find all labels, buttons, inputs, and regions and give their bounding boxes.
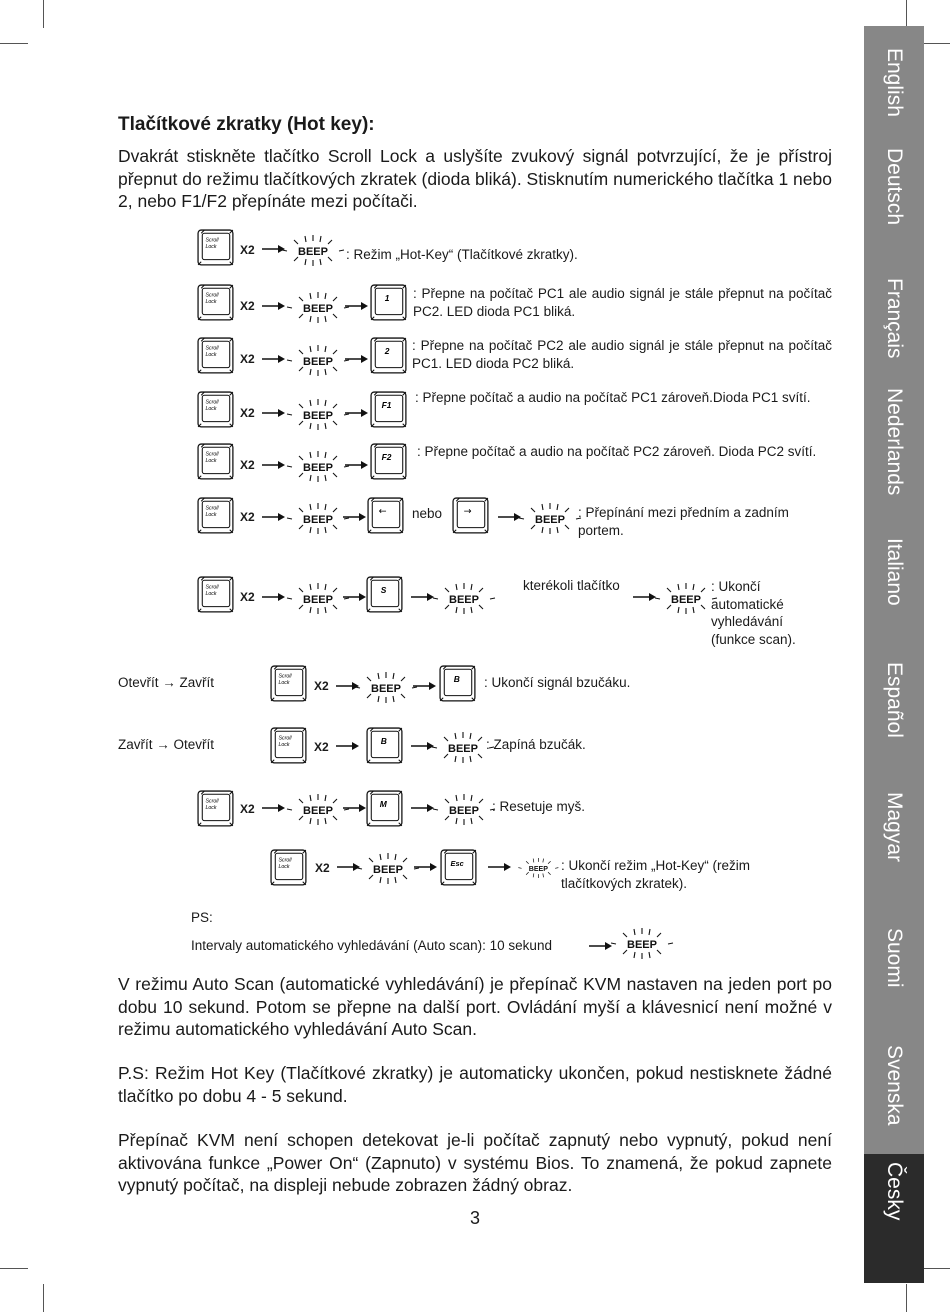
row-description: : Přepínání mezi předním a zadním portem. (578, 505, 789, 538)
beep-icon (356, 672, 418, 700)
power-on-paragraph: Přepínač KVM není schopen detekovat je-li počítač zapnutý nebo vypnutý, pokud není aktivována funkce „Power On“ (Zapnuto) v systému Bios. To znamená, že pokud zapnete vypnutý počítač, na displeji nebude zobrazen žádný obraz. (118, 1130, 832, 1195)
key-f2-icon (370, 443, 408, 481)
beep-icon (656, 583, 718, 611)
arrow-icon (589, 941, 613, 951)
svg-text:Scroll: Scroll (205, 237, 219, 244)
beep-icon (288, 451, 350, 479)
page-number: 3 (470, 1208, 481, 1228)
press-twice-label: X2 (240, 299, 255, 313)
language-label: Magyar (883, 792, 906, 863)
row-description: : Přepne na počítač PC2 ale audio signál je stále přepnut na počítač PC1. LED dioda PC2 bliká. (412, 338, 832, 371)
language-tab-svenska[interactable] (864, 1045, 924, 1154)
language-tab-cesky[interactable] (864, 1154, 924, 1283)
arrow-icon (262, 460, 286, 470)
press-twice-label: X2 (314, 679, 329, 693)
crop-mark (43, 1284, 44, 1312)
language-tab-italiano[interactable] (864, 538, 924, 662)
beep-icon (434, 794, 496, 822)
switch-label: Otevřít → Zavřít (118, 675, 215, 690)
arrow-icon (414, 862, 438, 872)
language-tab-espanol[interactable] (864, 662, 924, 792)
crop-mark (906, 0, 907, 28)
svg-text:1: 1 (384, 292, 390, 303)
row-description: : Přepne počítač a audio na počítač PC2 zároveň. Dioda PC2 svítí. (417, 444, 817, 459)
key-1-icon (370, 284, 408, 322)
scroll-lock-key-icon (270, 727, 308, 765)
beep-icon (358, 853, 420, 881)
svg-text:Scroll: Scroll (205, 505, 219, 512)
svg-text:Lock: Lock (205, 299, 217, 305)
scroll-lock-key-icon (270, 849, 308, 887)
crop-mark (43, 0, 44, 28)
left-arrow-key-icon (367, 497, 405, 535)
press-twice-label: X2 (240, 406, 255, 420)
press-twice-label: X2 (240, 590, 255, 604)
arrow-icon (343, 592, 367, 602)
svg-text:Scroll: Scroll (205, 399, 219, 406)
key-b-icon (439, 665, 477, 703)
language-tab-magyar[interactable] (864, 792, 924, 928)
arrow-icon (411, 803, 435, 813)
arrow-icon (343, 512, 367, 522)
language-tab-suomi[interactable] (864, 928, 924, 1045)
svg-text:Scroll: Scroll (205, 292, 219, 299)
right-arrow-key-icon (452, 497, 490, 535)
svg-text:←: ← (378, 505, 387, 517)
key-f1-icon (370, 391, 408, 429)
language-tab-english[interactable] (864, 48, 924, 148)
svg-text:Lock: Lock (278, 864, 290, 870)
key-s-icon (366, 576, 404, 614)
beep-icon (434, 583, 496, 611)
beep-icon (612, 928, 674, 956)
arrow-icon (411, 592, 435, 602)
language-label: English (883, 48, 906, 117)
key-m-icon (366, 790, 404, 828)
arrow-icon (345, 354, 369, 364)
row-description: : Ukončí režim „Hot-Key“ (režim tlačítkových zkratek). (561, 858, 751, 891)
row-description: : Přepne počítač a audio na počítač PC1 zároveň.Dioda PC1 svítí. (415, 390, 811, 405)
svg-text:Lock: Lock (278, 742, 290, 748)
arrow-icon (488, 862, 512, 872)
svg-text:M: M (379, 798, 387, 809)
svg-text:Scroll: Scroll (205, 345, 219, 352)
any-key-label: kterékoli tlačítko (523, 578, 620, 593)
scroll-lock-key-icon (197, 790, 235, 828)
language-label: Nederlands (883, 388, 906, 496)
row-description: : Resetuje myš. (492, 799, 586, 814)
crop-mark (922, 43, 950, 44)
auto-scan-interval: Intervaly automatického vyhledávání (Auto scan): 10 sekund (191, 938, 552, 953)
scroll-lock-key-icon (197, 337, 235, 375)
beep-icon (288, 292, 350, 320)
crop-mark (906, 1284, 907, 1312)
arrow-icon (336, 741, 360, 751)
press-twice-label: X2 (240, 510, 255, 524)
svg-text:Scroll: Scroll (278, 857, 292, 864)
svg-text:Scroll: Scroll (205, 584, 219, 591)
hotkey-timeout-paragraph: P.S: Režim Hot Key (Tlačítkové zkratky) je automaticky ukončen, pokud nestisknete žádné tlačítko po dobu 4 - 5 sekund. (118, 1063, 832, 1106)
key-2-icon (370, 337, 408, 375)
language-label: Česky (883, 1162, 906, 1221)
svg-text:Scroll: Scroll (205, 798, 219, 805)
arrow-icon (498, 512, 522, 522)
arrow-icon (345, 301, 369, 311)
auto-scan-paragraph: V režimu Auto Scan (automatické vyhledávání) je přepínač KVM nastaven na jeden port po dobu 10 sekund. Potom se přepne na další port. Ovládání myší a klávesnicí není možné v režimu automatického vyhledávání Auto Scan. (118, 974, 832, 1039)
key-esc-icon (440, 849, 478, 887)
page-title: Tlačítkové zkratky (Hot key): (118, 114, 375, 135)
language-tab-nederlands[interactable] (864, 388, 924, 538)
scroll-lock-key-icon (197, 391, 235, 429)
arrow-icon (262, 301, 286, 311)
crop-mark (0, 43, 28, 44)
svg-text:Scroll: Scroll (205, 451, 219, 458)
switch-label: Zavřít → Otevřít (118, 737, 215, 752)
row-description: : Ukončí automatické vyhledávání (funkce scan). (711, 579, 796, 647)
beep-icon (519, 855, 559, 879)
intro-paragraph: Dvakrát stiskněte tlačítko Scroll Lock a uslyšíte zvukový signál potvrzující, že je přístroj přepnut do režimu tlačítkových zkratek (dioda bliká). Stisknutím numerického tlačítka 1 nebo 2, nebo F1/F2 přepínáte mezi počítači. (118, 146, 832, 211)
press-twice-label: X2 (240, 243, 255, 257)
arrow-icon (345, 408, 369, 418)
or-label: nebo (412, 506, 443, 521)
svg-text:F2: F2 (381, 451, 392, 462)
press-twice-label: X2 (240, 458, 255, 472)
svg-text:Scroll: Scroll (278, 673, 292, 680)
beep-icon (283, 235, 345, 263)
svg-text:→: → (463, 505, 472, 517)
scroll-lock-key-icon (197, 576, 235, 614)
arrow-icon (413, 681, 437, 691)
beep-icon (288, 345, 350, 373)
svg-text:B: B (380, 735, 387, 746)
press-twice-label: X2 (240, 352, 255, 366)
language-label: Svenska (883, 1045, 906, 1126)
svg-text:Lock: Lock (205, 352, 217, 358)
scroll-lock-key-icon (197, 284, 235, 322)
language-tab-francais[interactable] (864, 278, 924, 388)
scroll-lock-key-icon (197, 443, 235, 481)
row-description: : Přepne na počítač PC1 ale audio signál je stále přepnut na počítač PC2. LED dioda PC1 bliká. (413, 286, 832, 319)
language-tab-deutsch[interactable] (864, 148, 924, 278)
svg-text:F1: F1 (381, 399, 392, 410)
arrow-icon (343, 803, 367, 813)
language-label: Español (883, 662, 906, 738)
scroll-lock-key-icon (197, 497, 235, 535)
beep-icon (288, 399, 350, 427)
key-b-icon (366, 727, 404, 765)
svg-text:Lock: Lock (205, 805, 217, 811)
beep-icon (288, 503, 350, 531)
svg-text:B: B (453, 673, 460, 684)
svg-text:Esc: Esc (450, 858, 464, 868)
beep-icon (288, 794, 350, 822)
svg-text:Lock: Lock (205, 244, 217, 250)
ps-label: PS: (191, 910, 213, 925)
arrow-icon (262, 512, 286, 522)
svg-text:Lock: Lock (205, 458, 217, 464)
row-description: : Zapíná bzučák. (486, 737, 586, 752)
row-description: : Režim „Hot-Key“ (Tlačítkové zkratky). (346, 247, 578, 262)
language-label: Suomi (883, 928, 906, 988)
scroll-lock-key-icon (197, 229, 235, 267)
arrow-icon (345, 460, 369, 470)
row-description: : Ukončí signál bzučáku. (484, 675, 631, 690)
language-label: Deutsch (883, 148, 906, 226)
svg-text:Scroll: Scroll (278, 735, 292, 742)
press-twice-label: X2 (315, 861, 330, 875)
svg-text:2: 2 (384, 345, 390, 356)
arrow-icon (411, 741, 435, 751)
svg-text:Lock: Lock (205, 591, 217, 597)
svg-text:S: S (380, 584, 387, 595)
arrow-icon (262, 408, 286, 418)
svg-text:Lock: Lock (278, 680, 290, 686)
arrow-icon (262, 592, 286, 602)
language-label: Italiano (883, 538, 906, 606)
svg-text:Lock: Lock (205, 406, 217, 412)
beep-icon (288, 583, 350, 611)
beep-icon (520, 503, 582, 531)
svg-text:Lock: Lock (205, 512, 217, 518)
arrow-icon (262, 354, 286, 364)
press-twice-label: X2 (314, 740, 329, 754)
arrow-icon (633, 592, 657, 602)
language-label: Français (883, 278, 906, 359)
scroll-lock-key-icon (270, 665, 308, 703)
press-twice-label: X2 (240, 802, 255, 816)
crop-mark (0, 1268, 28, 1269)
arrow-icon (262, 803, 286, 813)
crop-mark (922, 1268, 950, 1269)
